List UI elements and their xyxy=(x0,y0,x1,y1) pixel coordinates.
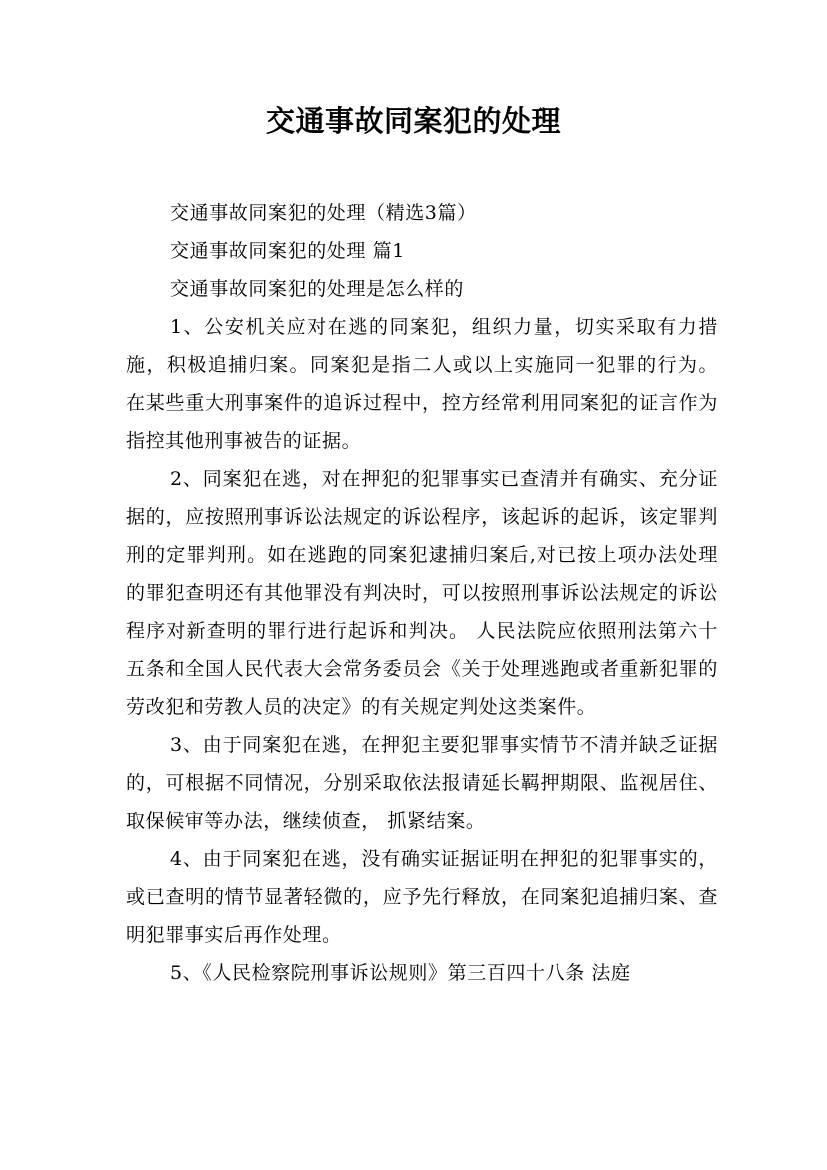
paragraph-item-5: 5、《人民检察院刑事诉讼规则》第三百四十八条 法庭 xyxy=(170,962,631,984)
paragraph-item-4: 4、由于同案犯在逃，没有确实证据证明在押犯的犯罪事实的，或已查明的情节显著轻微的，应予先行释放，在同案犯追捕归案、查明犯罪事实后再作处理。 xyxy=(126,848,718,946)
paragraph-question: 交通事故同案犯的处理是怎么样的 xyxy=(170,278,465,300)
paragraph-item-2: 2、同案犯在逃，对在押犯的犯罪事实已查清并有确实、充分证据的，应按照刑事诉讼法规定的诉讼程序，该起诉的起诉，该定罪判刑的定罪判刑。如在逃跑的同案犯逮捕归案后,对已按上项办法处理的罪犯查明还有其他罪没有判决时，可以按照刑事诉讼法规定的诉讼程序对新查明的罪行进行起诉和判决。 人民法院应依照刑法第六十五条和全国人民代表大会常务委员会《关于处理逃跑或者重新犯罪的劳改犯和劳教人员的决定》的有关规定判处这类案件。 xyxy=(126,468,718,718)
paragraph-section-heading: 交通事故同案犯的处理 篇1 xyxy=(170,240,405,262)
paragraph-item-1: 1、公安机关应对在逃的同案犯，组织力量，切实采取有力措施，积极追捕归案。同案犯是指二人或以上实施同一犯罪的行为。 在某些重大刑事案件的追诉过程中，控方经常利用同案犯的证言作为指控其他刑事被告的证据。 xyxy=(126,316,718,452)
paragraph-subtitle: 交通事故同案犯的处理（精选3篇） xyxy=(170,202,477,224)
paragraph-item-3: 3、由于同案犯在逃，在押犯主要犯罪事实情节不清并缺乏证据的，可根据不同情况，分别采取依法报请延长羁押期限、监视居住、取保候审等办法，继续侦查， 抓紧结案。 xyxy=(126,734,718,832)
document-body xyxy=(126,194,718,992)
document-title: 交通事故同案犯的处理 xyxy=(265,104,561,138)
